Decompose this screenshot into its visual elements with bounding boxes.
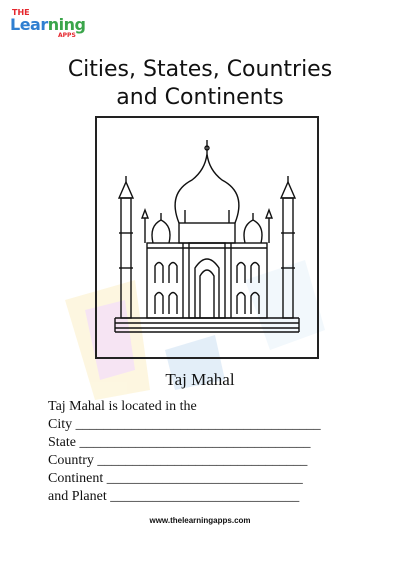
- country-answer-line[interactable]: Country ______________________________: [48, 453, 308, 468]
- planet-answer-line[interactable]: and Planet ___________________________: [48, 489, 300, 504]
- brand-logo[interactable]: [4, 4, 96, 42]
- logo-apps-text: APPS: [58, 32, 76, 39]
- city-answer-line[interactable]: City ___________________________________: [48, 417, 321, 432]
- page-title-line-2: and Continents: [116, 85, 284, 110]
- worksheet-intro: Taj Mahal is located in the: [48, 399, 197, 414]
- footer-website-link[interactable]: www.thelearningapps.com: [149, 516, 251, 525]
- state-answer-line[interactable]: State _________________________________: [48, 435, 311, 450]
- continent-answer-line[interactable]: Continent ____________________________: [48, 471, 303, 486]
- page-title-line-1: Cities, States, Countries: [67, 57, 333, 82]
- image-caption: Taj Mahal: [165, 370, 235, 389]
- illustration-frame: [95, 116, 319, 359]
- logo-the-text: THE: [12, 8, 30, 17]
- worksheet-body: [48, 398, 388, 506]
- taj-mahal-illustration: [97, 118, 317, 357]
- logo-learning-text: Learning: [10, 15, 86, 34]
